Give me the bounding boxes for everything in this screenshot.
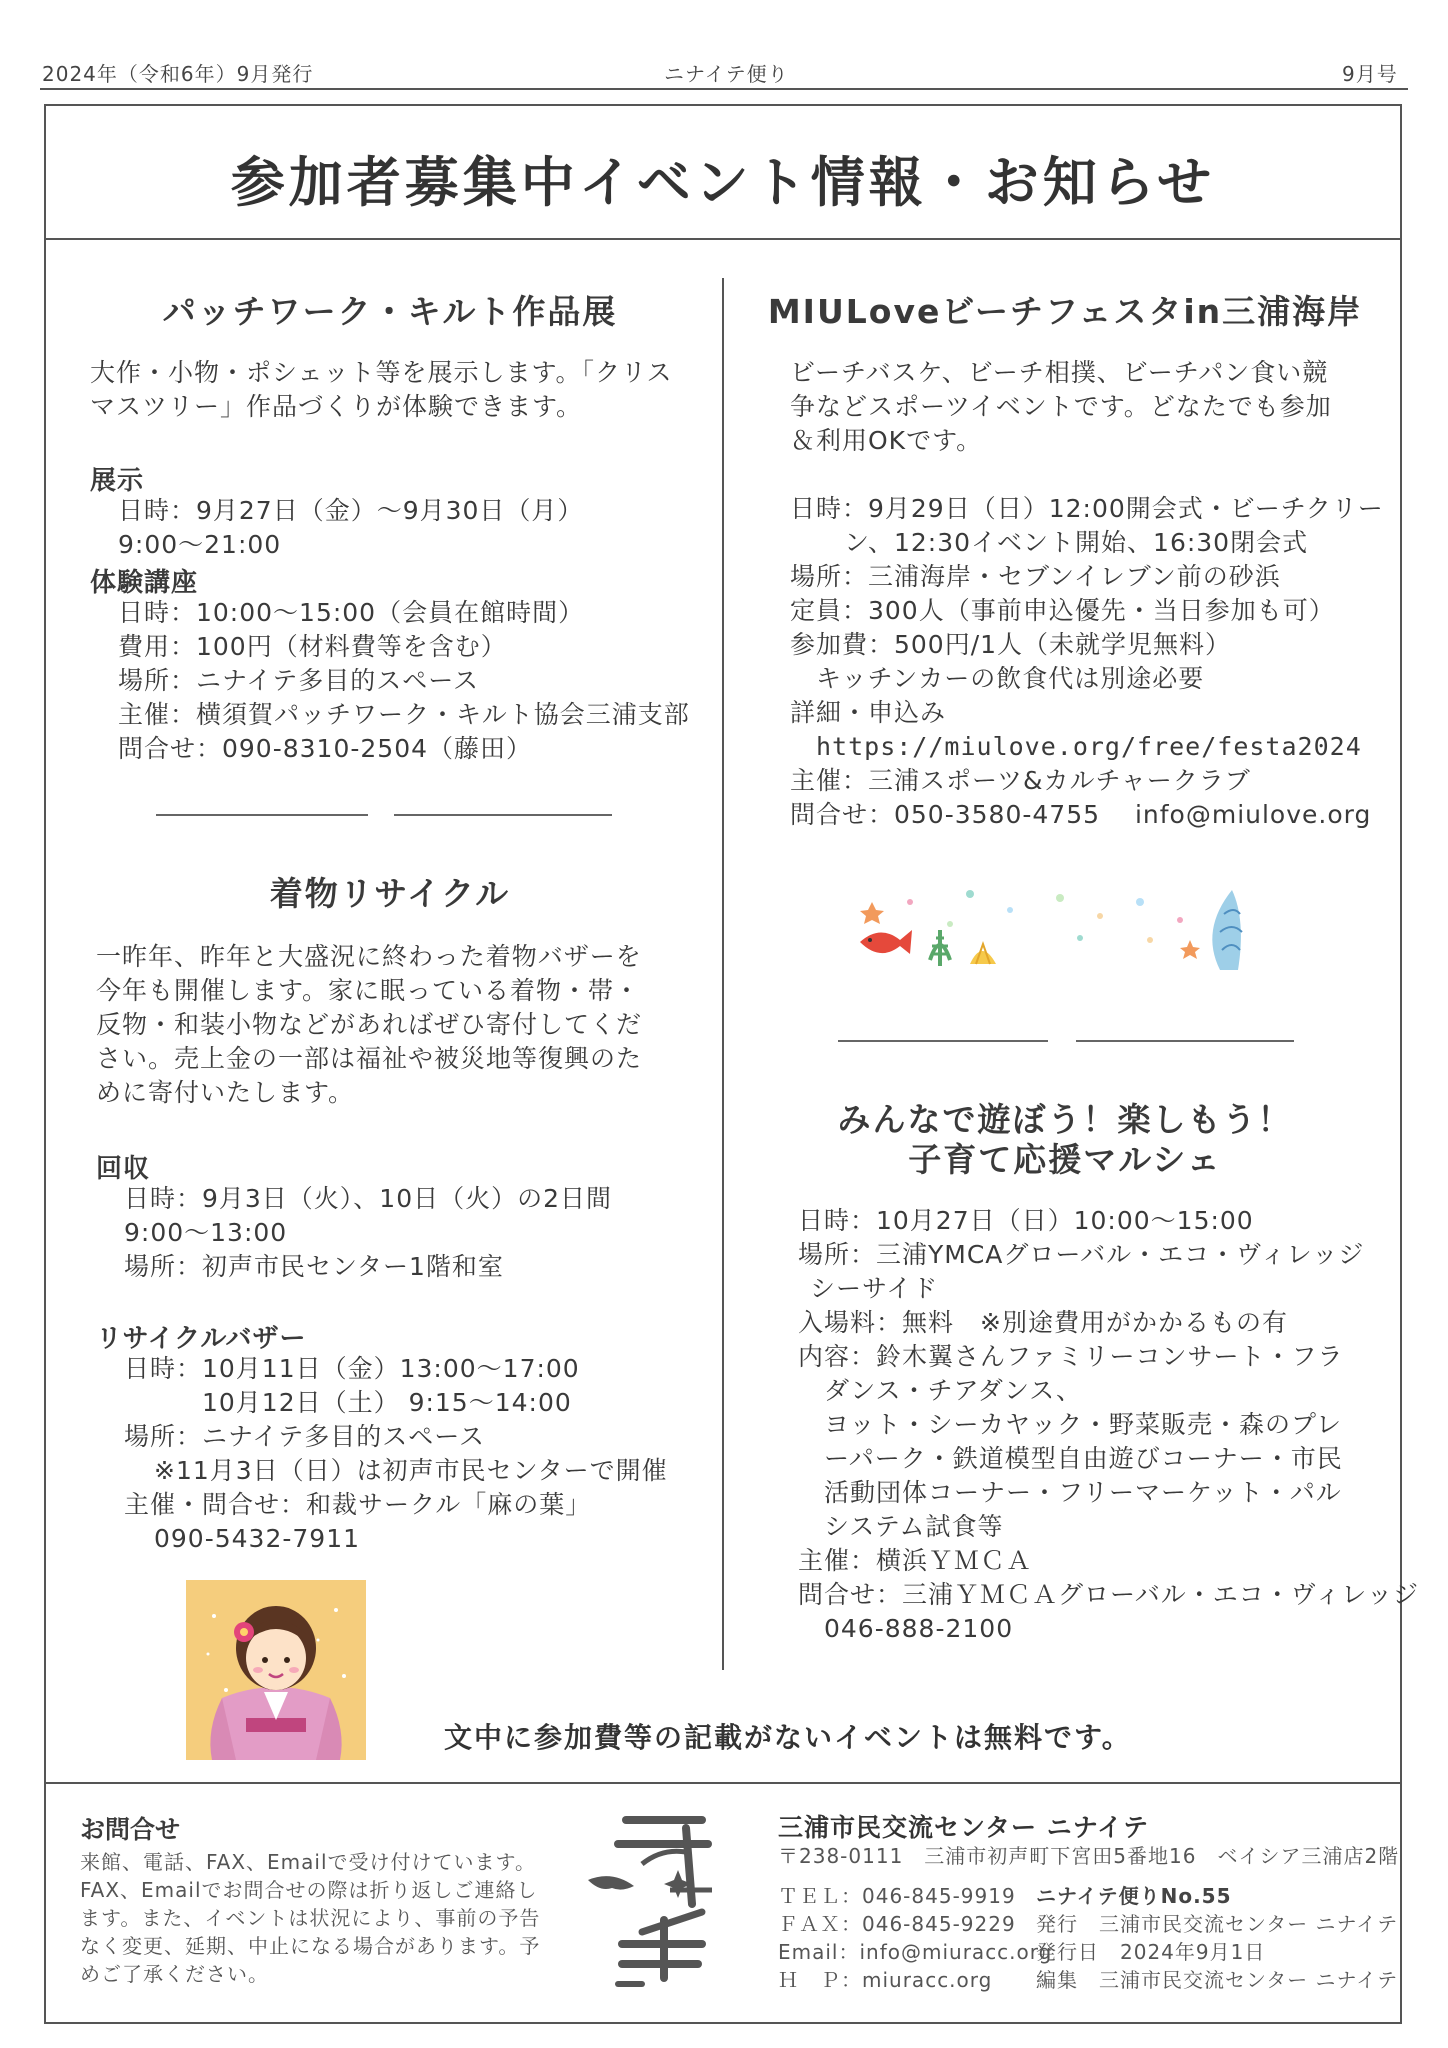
month-issue: 9月号 <box>1342 62 1398 86</box>
text-line: 活動団体コーナー・フリーマーケット・パル <box>824 1478 1342 1507</box>
ninaite-logo <box>582 1808 762 1988</box>
kimono-girl-illustration <box>186 1580 366 1760</box>
text-line: ン、12:30イベント開始、16:30閉会式 <box>844 528 1309 557</box>
text-line: ＆利用OKです。 <box>790 426 983 455</box>
text-line: システム試食等 <box>824 1512 1004 1541</box>
page-title: 参加者募集中イベント情報・お知らせ <box>230 151 1216 214</box>
fax: ＦＡＸ：046-845-9229 <box>778 1912 1016 1936</box>
text-line: キッチンカーの飲食代は別途必要 <box>816 664 1205 693</box>
text-line: 日時：9月3日（火）、10日（火）の2日間 <box>124 1184 613 1213</box>
text-line: 大作・小物・ポシェット等を展示します。「クリス <box>90 358 673 387</box>
issue-date: 2024年（令和6年）9月発行 <box>42 62 314 86</box>
text-line: 参加費：500円/1人（未就学児無料） <box>790 630 1232 659</box>
contact-text <box>80 1848 540 1988</box>
workshop-details <box>118 596 690 766</box>
section-separator <box>838 1040 1048 1042</box>
text-line: ーパーク・鉄道模型自由遊びコーナー・市民 <box>824 1444 1343 1473</box>
section-separator <box>156 814 368 816</box>
published-date: 発行日 2024年9月1日 <box>1036 1940 1266 1964</box>
text-line: 反物・和装小物などがあればぜひ寄付してくだ <box>96 1010 643 1039</box>
bazaar-details <box>124 1352 668 1556</box>
text-line: 今年も開催します。家に眠っている着物・帯・ <box>96 976 641 1005</box>
text-line: 9:00～13:00 <box>124 1218 288 1247</box>
text-line: 費用：100円（材料費等を含む） <box>118 632 507 661</box>
text-line: シーサイド <box>810 1274 939 1303</box>
exhibit-details <box>118 494 583 562</box>
text-line: 10月12日（土） 9:15～14:00 <box>202 1388 572 1417</box>
patchwork-intro <box>90 356 673 424</box>
text-line: 日時：10月27日（日）10:00～15:00 <box>798 1206 1254 1235</box>
publisher: 発行 三浦市民交流センター ニナイテ <box>1036 1912 1399 1936</box>
beach-url[interactable]: https://miulove.org/free/festa2024 <box>816 732 1362 761</box>
editor: 編集 三浦市民交流センター ニナイテ <box>1036 1968 1399 1992</box>
text-line: ます。また、イベントは状況により、事前の予告 <box>80 1906 541 1930</box>
contact-heading: お問合せ <box>80 1815 181 1844</box>
column-divider <box>722 278 724 1670</box>
text-line: 9:00～21:00 <box>118 530 282 559</box>
text-line: 場所：初声市民センター1階和室 <box>124 1252 504 1281</box>
patchwork-title: パッチワーク・キルト作品展 <box>162 292 618 331</box>
text-line: 詳細・申込み <box>790 698 947 727</box>
beach-intro <box>790 356 1332 458</box>
text-line: めご了承ください。 <box>80 1962 269 1986</box>
text-line: マスツリー」作品づくりが体験できます。 <box>90 392 583 421</box>
marche-title-line1: みんなで遊ぼう！楽しもう！ <box>837 1100 1293 1139</box>
text-line: 問合せ：三浦ＹＭＣＡグローバル・エコ・ヴィレッジ <box>798 1580 1420 1609</box>
tel[interactable]: ＴＥＬ：046-845-9919 <box>778 1884 1016 1908</box>
text-line: 日時：10月11日（金）13:00～17:00 <box>124 1354 580 1383</box>
homepage[interactable]: Ｈ Ｐ：miuracc.org <box>778 1968 993 1992</box>
marche-details <box>798 1204 1419 1646</box>
free-event-note: 文中に参加費等の記載がないイベントは無料です。 <box>444 1721 1132 1754</box>
kimono-title: 着物リサイクル <box>269 874 511 913</box>
text-line: ※11月3日（日）は初声市民センターで開催 <box>154 1456 668 1485</box>
text-line: 定員：300人（事前申込優先・当日参加も可） <box>790 596 1335 625</box>
text-line: 場所：ニナイテ多目的スペース <box>124 1422 486 1451</box>
text-line: 問合せ：090-8310-2504（藤田） <box>118 734 533 763</box>
text-line: ビーチバスケ、ビーチ相撲、ビーチパン食い競 <box>790 358 1329 387</box>
beach-details <box>790 492 1384 832</box>
text-line: 046-888-2100 <box>824 1614 1014 1643</box>
text-line: 場所：三浦YMCAグローバル・エコ・ヴィレッジ <box>798 1240 1365 1269</box>
text-line: 内容：鈴木翼さんファミリーコンサート・フラ <box>798 1342 1344 1371</box>
text-line: 来館、電話、FAX、Emailで受け付けています。 <box>80 1850 536 1874</box>
exhibit-heading: 展示 <box>90 466 145 496</box>
text-line: FAX、Emailでお問合せの際は折り返しご連絡し <box>80 1878 538 1902</box>
text-line: 主催：三浦スポーツ&カルチャークラブ <box>790 766 1251 795</box>
contact-info <box>778 1882 1052 1994</box>
text-line: ヨット・シーカヤック・野菜販売・森のプレ <box>824 1410 1343 1439</box>
email[interactable]: Email：info@miuracc.org <box>778 1940 1053 1964</box>
sea-creatures-illustration <box>850 880 1280 980</box>
text-line: 日時：10:00～15:00（会員在館時間） <box>118 598 585 627</box>
footer-divider <box>44 1782 1402 1784</box>
text-line: 問合せ：050-3580-4755 info@miulove.org <box>790 800 1372 829</box>
collect-heading: 回収 <box>96 1154 151 1184</box>
text-line: 090-5432-7911 <box>154 1524 361 1553</box>
text-line: 一昨年、昨年と大盛況に終わった着物バザーを <box>96 942 642 971</box>
issue-number: ニナイテ便りNo.55 <box>1036 1884 1232 1908</box>
kimono-intro <box>96 940 642 1110</box>
newsletter-name: ニナイテ便り <box>664 62 789 86</box>
text-line: 場所：三浦海岸・セブンイレブン前の砂浜 <box>790 562 1281 591</box>
text-line: 主催：横須賀パッチワーク・キルト協会三浦支部 <box>118 700 690 729</box>
title-divider <box>44 238 1402 240</box>
text-line: めに寄付いたします。 <box>96 1078 355 1107</box>
collect-details <box>124 1182 612 1284</box>
text-line: 主催・問合せ：和裁サークル「麻の葉」 <box>124 1490 592 1519</box>
text-line: 場所：ニナイテ多目的スペース <box>118 666 480 695</box>
section-separator <box>1076 1040 1294 1042</box>
bazaar-heading: リサイクルバザー <box>96 1324 307 1354</box>
text-line: さい。売上金の一部は福祉や被災地等復興のた <box>96 1044 643 1073</box>
text-line: 主催：横浜ＹＭＣＡ <box>798 1546 1033 1575</box>
section-separator <box>394 814 612 816</box>
text-line: 争などスポーツイベントです。どなたでも参加 <box>790 392 1332 421</box>
beach-title: MIULoveビーチフェスタin三浦海岸 <box>767 292 1363 331</box>
text-line: 日時：9月29日（日）12:00開会式・ビーチクリー <box>790 494 1384 523</box>
center-address: 〒238-0111 三浦市初声町下宮田5番地16 ベイシア三浦店2階 <box>778 1844 1400 1868</box>
header-rule <box>40 88 1408 90</box>
issue-info <box>1036 1882 1398 1994</box>
text-line: 入場料：無料 ※別途費用がかかるもの有 <box>798 1308 1288 1337</box>
text-line: なく変更、延期、中止になる場合があります。予 <box>80 1934 541 1958</box>
text-line: ダンス・チアダンス、 <box>824 1376 1083 1405</box>
workshop-heading: 体験講座 <box>90 568 199 598</box>
marche-title-line2: 子育て応援マルシェ <box>908 1140 1222 1179</box>
text-line: 日時：9月27日（金）～9月30日（月） <box>118 496 584 525</box>
center-name: 三浦市民交流センター ニナイテ <box>778 1813 1149 1842</box>
